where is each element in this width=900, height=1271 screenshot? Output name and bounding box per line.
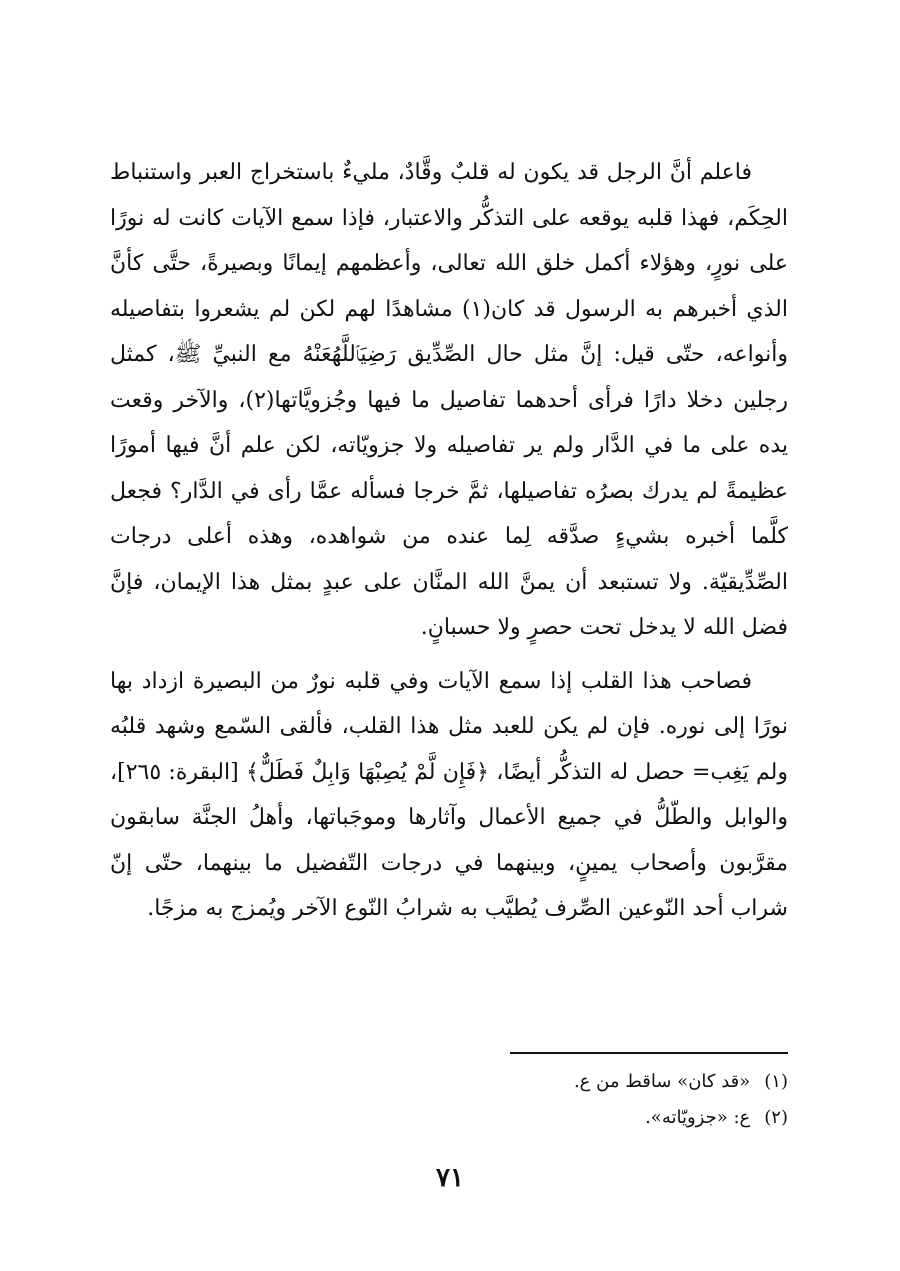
footnotes (288, 1064, 788, 1136)
footnote-2 (288, 1100, 788, 1136)
footnote-1-number: (١) (764, 1071, 788, 1092)
footnote-2-text: ع: «جزويّاته». (645, 1107, 751, 1128)
footnote-1-text: «قد كان» ساقط من ع. (573, 1071, 751, 1092)
paragraph-2: فصاحب هذا القلب إذا سمع الآيات وفي قلبه نورٌ من البصيرة ازداد بها نورًا إلى نوره. فإن لم يكن للعبد مثل هذا القلب، فألقى السّمع وشهد قلبُه ولم يَغِب= حصل له التذكُّر أيضًا، ﴿فَإِن لَّمْ يُصِبْهَا وَابِلٌ فَطَلٌّ﴾ [البقرة: ٢٦٥]، والوابل والطّلُّ في جميع الأعمال وآثارها وموجَباتها، وأهلُ الجنَّة سابقون مقرَّبون وأصحاب يمينٍ، وبينهما في درجات التّفضيل ما بينهما، حتّى إنّ شراب أحد النّوعين الصِّرف يُطيَّب به شرابُ النّوع الآخر ويُمزج به مزجًا. (110, 668, 788, 921)
paragraph-1: فاعلم أنَّ الرجل قد يكون له قلبٌ وقَّادٌ، مليءٌ باستخراج العبر واستنباط الحِكَم، فهذا قلبه يوقعه على التذكُّر والاعتبار، فإذا سمع الآيات كانت له نورًا على نورٍ، وهؤلاء أكمل خلق الله تعالى، وأعظمهم إيمانًا وبصيرةً، حتَّى كأنَّ الذي أخبرهم به الرسول قد كان(١) مشاهدًا لهم لكن لم يشعروا بتفاصيله وأنواعه، حتّى قيل: إنَّ مثل حال الصِّدِّيق رَضِيَٱللَّهُعَنْهُ مع النبيِّ ﷺ، كمثل رجلين دخلا دارًا فرأى أحدهما تفاصيل ما فيها وجُزويَّاتها(٢)، والآخر وقعت يده على ما في الدَّار ولم ير تفاصيله ولا جزويّاته، لكن علم أنَّ فيها أمورًا عظيمةً لم يدرك بصرُه تفاصيلها، ثمَّ خرجا فسأله عمَّا رأى في الدَّار؟ فجعل كلَّما أخبره بشيءٍ صدَّقه لِما عنده من شواهده، وهذه أعلى درجات الصِّدِّيقيّة. ولا تستبعد أن يمنَّ الله المنَّان على عبدٍ بمثل هذا الإيمان، فإنَّ فضل الله لا يدخل تحت حصرٍ ولا حسبانٍ. (110, 160, 788, 640)
footnote-separator (510, 1052, 788, 1054)
main-text (110, 150, 788, 932)
page-number: ٧١ (436, 1163, 464, 1193)
footnote-1 (288, 1064, 788, 1100)
footnote-2-number: (٢) (764, 1107, 788, 1128)
